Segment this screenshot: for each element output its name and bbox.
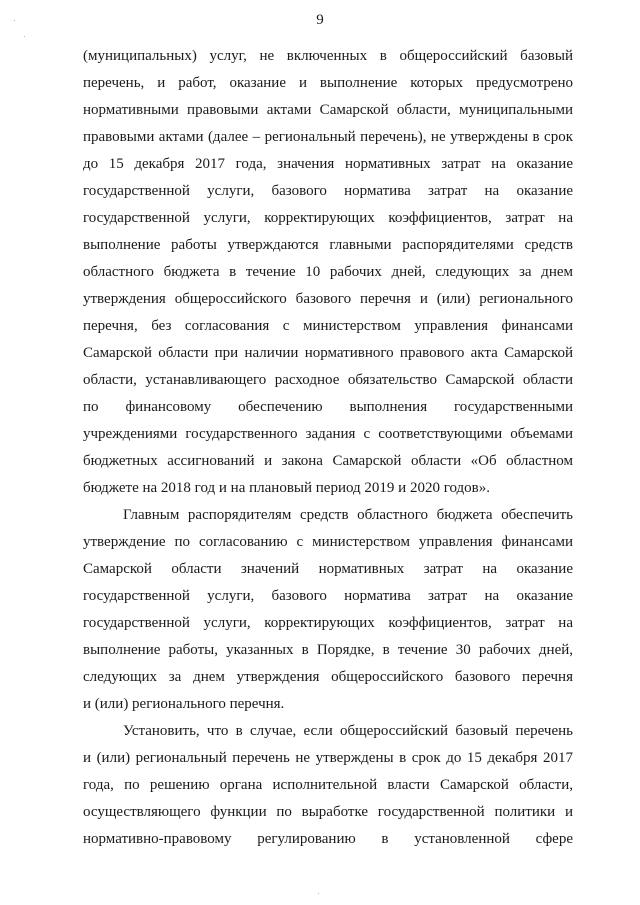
text-line: государственной услуги, корректирующих коэффициентов, затрат на (83, 615, 573, 631)
scan-speck (318, 893, 319, 894)
text-line: выполнение работы утверждаются главными распорядителями средств (83, 237, 573, 253)
text-line: (муниципальных) услуг, не включенных в общероссийский базовый (83, 48, 573, 64)
text-line: и (или) регионального перечня. (83, 696, 285, 712)
text-line: области, устанавливающего расходное обязательство Самарской области (83, 372, 573, 388)
text-line: утверждения общероссийского базового перечня и (или) регионального (83, 291, 573, 307)
text-line: перечень, и работ, оказание и выполнение которых предусмотрено (83, 75, 573, 91)
text-line: осуществляющего функции по выработке государственной политики и (83, 804, 573, 820)
text-line: Самарской области значений нормативных затрат на оказание (83, 561, 573, 577)
scan-speck (24, 36, 25, 37)
text-line: перечня, без согласования с министерством управления финансами (83, 318, 573, 334)
text-line: утверждение по согласованию с министерством управления финансами (83, 534, 573, 550)
text-line: государственной услуги, корректирующих коэффициентов, затрат на (83, 210, 573, 226)
text-line: Самарской области при наличии нормативного правового акта Самарской (83, 345, 573, 361)
text-line: государственной услуги, базового норматива затрат на оказание (83, 183, 573, 199)
text-line: следующих за днем утверждения общероссийского базового перечня (83, 669, 573, 685)
text-line: по финансовому обеспечению выполнения государственными (83, 399, 573, 415)
text-line: Главным распорядителям средств областного бюджета обеспечить (123, 507, 573, 523)
text-line: выполнение работы, указанных в Порядке, в течение 30 рабочих дней, (83, 642, 573, 658)
text-line: года, по решению органа исполнительной власти Самарской области, (83, 777, 573, 793)
text-line: правовыми актами (далее – региональный перечень), не утверждены в срок (83, 129, 573, 145)
text-line: бюджете на 2018 год и на плановый период 2019 и 2020 годов». (83, 480, 491, 496)
text-line: государственной услуги, базового норматива затрат на оказание (83, 588, 573, 604)
text-line: и (или) региональный перечень не утверждены в срок до 15 декабря 2017 (83, 750, 573, 766)
text-line: областного бюджета в течение 10 рабочих дней, следующих за днем (83, 264, 573, 280)
text-line: до 15 декабря 2017 года, значения нормативных затрат на оказание (83, 156, 573, 172)
text-line: Установить, что в случае, если общероссийский базовый перечень (123, 723, 573, 739)
text-line: учреждениями государственного задания с соответствующими объемами (83, 426, 573, 442)
text-line: нормативными правовыми актами Самарской области, муниципальными (83, 102, 573, 118)
scan-speck (14, 20, 15, 21)
text-line: нормативно-правовому регулированию в установленной сфере (83, 831, 573, 847)
text-line: бюджетных ассигнований и закона Самарской области «Об областном (83, 453, 573, 469)
page-number: 9 (316, 12, 324, 28)
